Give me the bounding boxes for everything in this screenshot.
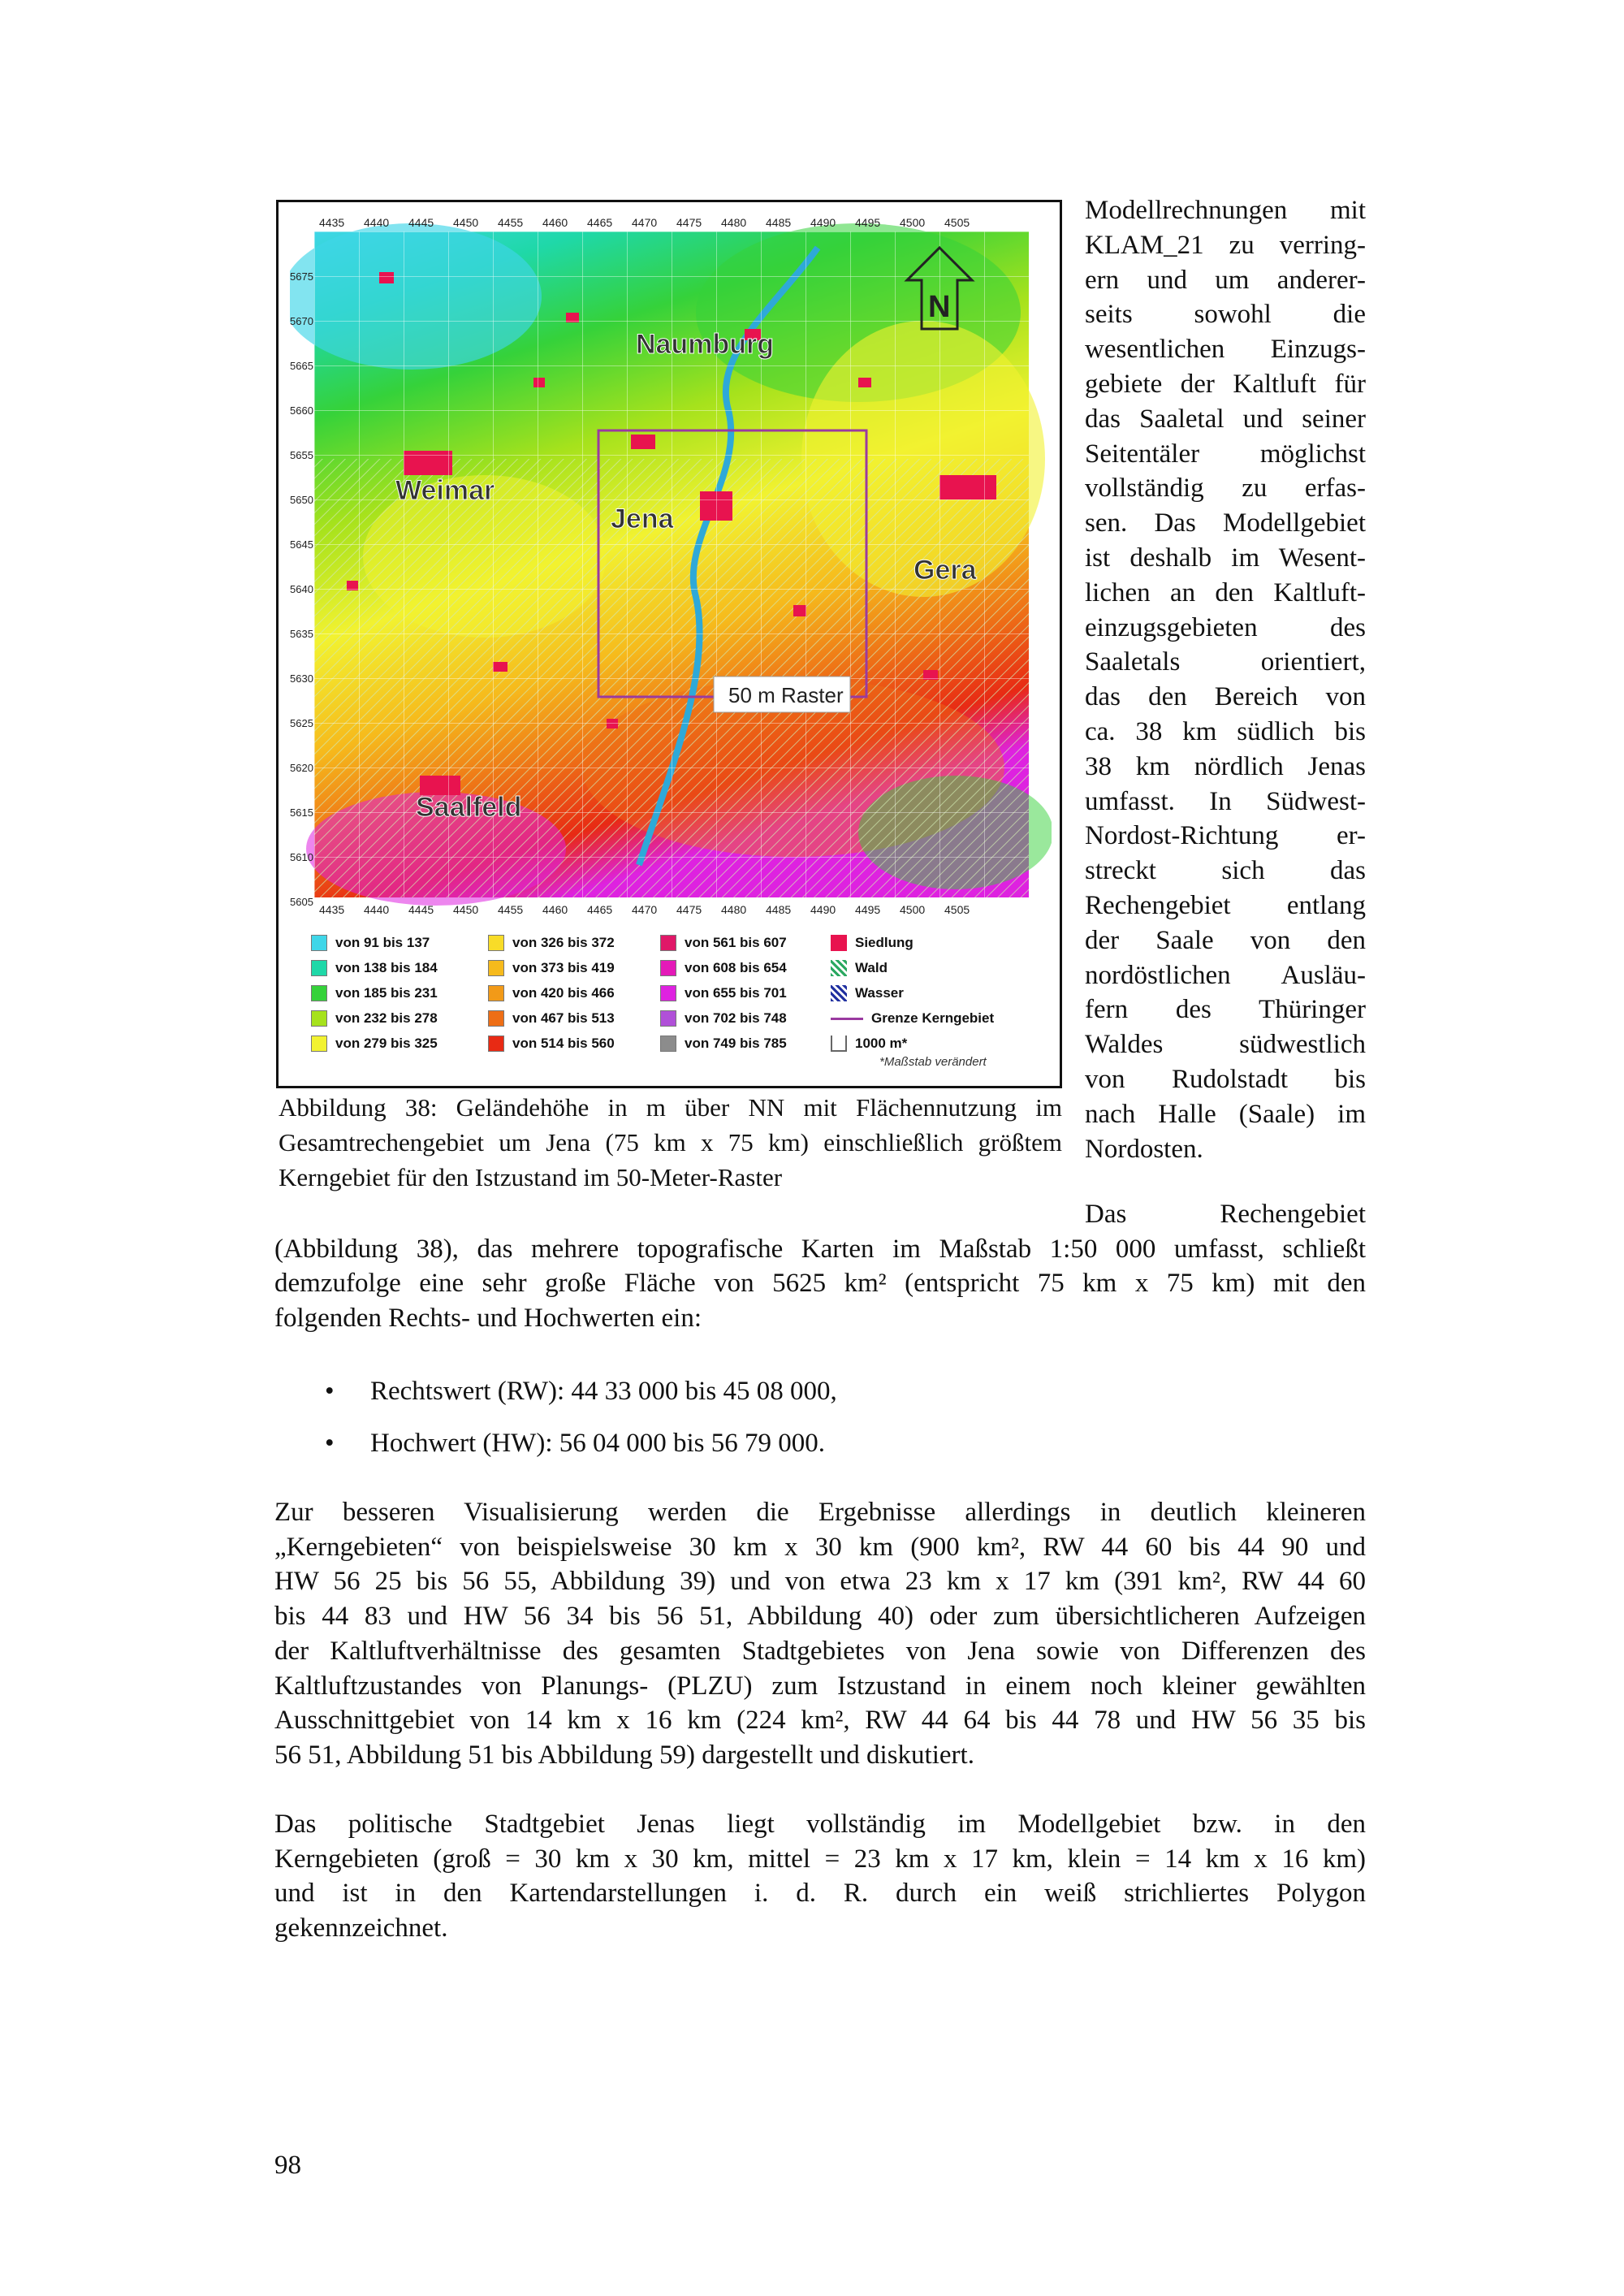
easting-label-bottom: 4475 [676, 903, 702, 916]
side-line: umfasst. In Südwest- [1085, 786, 1366, 816]
paragraph-line: und ist in den Kartendarstellungen i. d. R. durch ein weiß strichliertes Polygon [274, 1879, 1366, 1909]
northing-label: 5635 [290, 628, 313, 640]
bullet-text: Rechtswert (RW): 44 33 000 bis 45 08 000, [370, 1377, 837, 1406]
legend-item: von 608 bis 654 [660, 957, 787, 979]
side-line: das den Bereich von [1085, 682, 1366, 712]
easting-label-bottom: 4440 [364, 903, 390, 916]
town-label-saalfeld: Saalfeld [416, 792, 522, 823]
legend-item-siedlung: Siedlung [831, 932, 914, 954]
legend-item: von 420 bis 466 [488, 982, 615, 1005]
bullet-text: Hochwert (HW): 56 04 000 bis 56 79 000. [370, 1429, 826, 1458]
caption-line: Abbildung 38: Geländehöhe in m über NN mit Flächennutzung im [279, 1093, 1062, 1122]
easting-label: 4440 [364, 216, 390, 229]
svg-text:N: N [928, 290, 951, 324]
side-line: KLAM_21 zu verring- [1085, 230, 1366, 260]
side-line: Waldes südwestlich [1085, 1030, 1366, 1060]
side-line: von Rudolstadt bis [1085, 1064, 1366, 1094]
paragraph-line: (Abbildung 38), das mehrere topografische Karten im Maßstab 1:50 000 umfasst, schließt [274, 1234, 1366, 1264]
easting-label: 4450 [453, 216, 479, 229]
legend-item-scale: 1000 m* [831, 1032, 907, 1055]
paragraph-line: Das Rechengebiet [1085, 1200, 1366, 1229]
legend-swatch [831, 935, 847, 951]
legend-item: von 91 bis 137 [311, 932, 430, 954]
scale-bar-icon [831, 1036, 847, 1052]
paragraph-line: der Kaltluftverhältnisse des gesamten Stadtgebietes von Jena sowie von Differenzen des [274, 1636, 1366, 1666]
legend-item: von 185 bis 231 [311, 982, 438, 1005]
legend-swatch [660, 985, 676, 1001]
legend-swatch [311, 935, 327, 951]
easting-label: 4445 [408, 216, 434, 229]
easting-label-bottom: 4455 [498, 903, 524, 916]
northing-label: 5610 [290, 851, 313, 863]
side-line: Saaletals orientiert, [1085, 647, 1366, 677]
bullet-icon: • [325, 1377, 335, 1406]
northing-label: 5660 [290, 404, 313, 417]
easting-label-bottom: 4470 [632, 903, 658, 916]
northing-label: 5640 [290, 583, 313, 595]
caption-line: Kerngebiet für den Istzustand im 50-Meter-Raster [279, 1162, 783, 1191]
northing-label: 5605 [290, 896, 313, 908]
legend-item: von 467 bis 513 [488, 1007, 615, 1030]
legend-item: von 514 bis 560 [488, 1032, 615, 1055]
legend-item-grenze: Grenze Kerngebiet [831, 1007, 994, 1030]
town-label-weimar: Weimar [395, 475, 495, 506]
bullet-icon: • [325, 1429, 335, 1458]
side-line: Rechengebiet entlang [1085, 890, 1366, 920]
caption-line: Gesamtrechengebiet um Jena (75 km x 75 km) einschließlich größtem [279, 1127, 1062, 1157]
side-line: lichen an den Kaltluft- [1085, 577, 1366, 608]
side-line: ist deshalb im Wesent- [1085, 543, 1366, 573]
easting-label: 4475 [676, 216, 702, 229]
legend-item: von 561 bis 607 [660, 932, 787, 954]
easting-label: 4470 [632, 216, 658, 229]
northing-label: 5665 [290, 360, 313, 372]
side-line: Nordost-Richtung er- [1085, 821, 1366, 851]
side-line: nach Halle (Saale) im [1085, 1099, 1366, 1129]
paragraph-line: gekennzeichnet. [274, 1913, 448, 1944]
side-line: sen. Das Modellgebiet [1085, 508, 1366, 538]
legend-swatch [488, 1010, 504, 1027]
town-label-jena: Jena [611, 504, 674, 534]
easting-label-bottom: 4435 [319, 903, 345, 916]
northing-label: 5625 [290, 717, 313, 729]
legend-item: von 138 bis 184 [311, 957, 438, 979]
side-line: das Saaletal und seiner [1085, 404, 1366, 434]
paragraph-line: Kaltluftzustandes von Planungs- (PLZU) zum Istzustand in einem noch kleiner gewählten [274, 1671, 1366, 1701]
paragraph-line: bis 44 83 und HW 56 34 bis 56 51, Abbildung 40) oder zum übersichtlicheren Aufzeigen [274, 1602, 1366, 1632]
legend-swatch [488, 935, 504, 951]
northing-label: 5650 [290, 494, 313, 506]
legend-swatch [831, 960, 847, 976]
side-line: ern und um anderer- [1085, 265, 1366, 295]
paragraph-line: „Kerngebieten“ von beispielsweise 30 km x 30 km (900 km², RW 44 60 bis 44 90 und [274, 1532, 1366, 1562]
legend-swatch [660, 1010, 676, 1027]
easting-label: 4485 [766, 216, 792, 229]
easting-label-bottom: 4500 [900, 903, 926, 916]
easting-label-bottom: 4495 [855, 903, 881, 916]
legend-swatch [311, 1036, 327, 1052]
legend-swatch [660, 960, 676, 976]
side-line: nordöstlichen Ausläu- [1085, 960, 1366, 990]
easting-label-bottom: 4505 [944, 903, 970, 916]
side-column-text [1085, 193, 1366, 1166]
paragraph-line: Ausschnittgebiet von 14 km x 16 km (224 km², RW 44 64 bis 44 78 und HW 56 35 bis [274, 1706, 1366, 1736]
side-line: 38 km nördlich Jenas [1085, 751, 1366, 781]
easting-label-bottom: 4445 [408, 903, 434, 916]
paragraph-line: HW 56 25 bis 56 55, Abbildung 39) und von etwa 23 km x 17 km (391 km², RW 44 60 [274, 1567, 1366, 1597]
easting-label: 4480 [721, 216, 747, 229]
northing-label: 5655 [290, 449, 313, 461]
figure-38 [276, 200, 1062, 1088]
side-line: wesentlichen Einzugs- [1085, 335, 1366, 365]
side-line: vollständig zu erfas- [1085, 473, 1366, 504]
easting-label-bottom: 4485 [766, 903, 792, 916]
easting-label: 4460 [542, 216, 568, 229]
easting-label-bottom: 4490 [810, 903, 836, 916]
northing-label: 5675 [290, 270, 313, 283]
legend-swatch [488, 985, 504, 1001]
paragraph-line: folgenden Rechts- und Hochwerten ein: [274, 1304, 702, 1334]
side-line: der Saale von den [1085, 925, 1366, 955]
paragraph-visualisierung [274, 1495, 1366, 1773]
side-line: streckt sich das [1085, 856, 1366, 886]
easting-label-bottom: 4460 [542, 903, 568, 916]
paragraph-line: 56 51, Abbildung 51 bis Abbildung 59) dargestellt und diskutiert. [274, 1740, 974, 1770]
legend-swatch [488, 960, 504, 976]
legend-swatch [660, 935, 676, 951]
paragraph-stadtgebiet [274, 1807, 1366, 1946]
easting-label: 4465 [587, 216, 613, 229]
northing-label: 5645 [290, 538, 313, 551]
easting-label: 4455 [498, 216, 524, 229]
northing-label: 5615 [290, 806, 313, 819]
side-line: ca. 38 km südlich bis [1085, 716, 1366, 746]
easting-label-bottom: 4465 [587, 903, 613, 916]
town-label-gera: Gera [914, 555, 977, 586]
paragraph-line: Das politische Stadtgebiet Jenas liegt vollständig im Modellgebiet bzw. in den [274, 1810, 1366, 1839]
legend-item: von 655 bis 701 [660, 982, 787, 1005]
paragraph-line: demzufolge eine sehr große Fläche von 5625 km² (entspricht 75 km x 75 km) mit den [274, 1269, 1366, 1299]
legend-item: von 279 bis 325 [311, 1032, 438, 1055]
side-line: Modellrechnungen mit [1085, 196, 1366, 225]
legend-swatch [311, 1010, 327, 1027]
legend-item-wald: Wald [831, 957, 888, 979]
legend-swatch [831, 1018, 863, 1020]
easting-label: 4435 [319, 216, 345, 229]
side-line: einzugsgebieten des [1085, 612, 1366, 642]
paragraph-rechengebiet [274, 1197, 1366, 1336]
scale-note: *Maßstab verändert [879, 1055, 987, 1069]
northing-label: 5620 [290, 762, 313, 774]
easting-label: 4505 [944, 216, 970, 229]
side-line: Nordosten. [1085, 1134, 1203, 1164]
legend-item: von 232 bis 278 [311, 1007, 438, 1030]
legend-item: von 702 bis 748 [660, 1007, 787, 1030]
easting-label: 4500 [900, 216, 926, 229]
legend-swatch [831, 985, 847, 1001]
legend-item: von 326 bis 372 [488, 932, 615, 954]
easting-label-bottom: 4450 [453, 903, 479, 916]
side-line: seits sowohl die [1085, 300, 1366, 330]
side-line: fern des Thüringer [1085, 995, 1366, 1025]
legend-swatch [311, 985, 327, 1001]
northing-label: 5670 [290, 315, 313, 327]
side-line: gebiete der Kaltluft für [1085, 369, 1366, 399]
figure-caption [279, 1092, 1062, 1196]
easting-label: 4495 [855, 216, 881, 229]
map-legend [311, 932, 1042, 1070]
legend-swatch [311, 960, 327, 976]
legend-swatch [660, 1036, 676, 1052]
paragraph-line: Zur besseren Visualisierung werden die Ergebnisse allerdings in deutlich kleineren [274, 1498, 1366, 1527]
terrain-map [290, 215, 1052, 930]
town-label-naumburg: Naumburg [636, 329, 774, 360]
easting-label: 4490 [810, 216, 836, 229]
page-number: 98 [274, 2151, 301, 2180]
side-line: Seitentäler möglichst [1085, 439, 1366, 469]
legend-item: von 749 bis 785 [660, 1032, 787, 1055]
easting-label-bottom: 4480 [721, 903, 747, 916]
legend-swatch [488, 1036, 504, 1052]
northing-label: 5630 [290, 672, 313, 685]
legend-item-wasser: Wasser [831, 982, 904, 1005]
paragraph-line: Kerngebieten (groß = 30 km x 30 km, mittel = 23 km x 17 km, klein = 14 km x 16 km) [274, 1844, 1366, 1874]
legend-item: von 373 bis 419 [488, 957, 615, 979]
raster-label: 50 m Raster [728, 683, 844, 707]
